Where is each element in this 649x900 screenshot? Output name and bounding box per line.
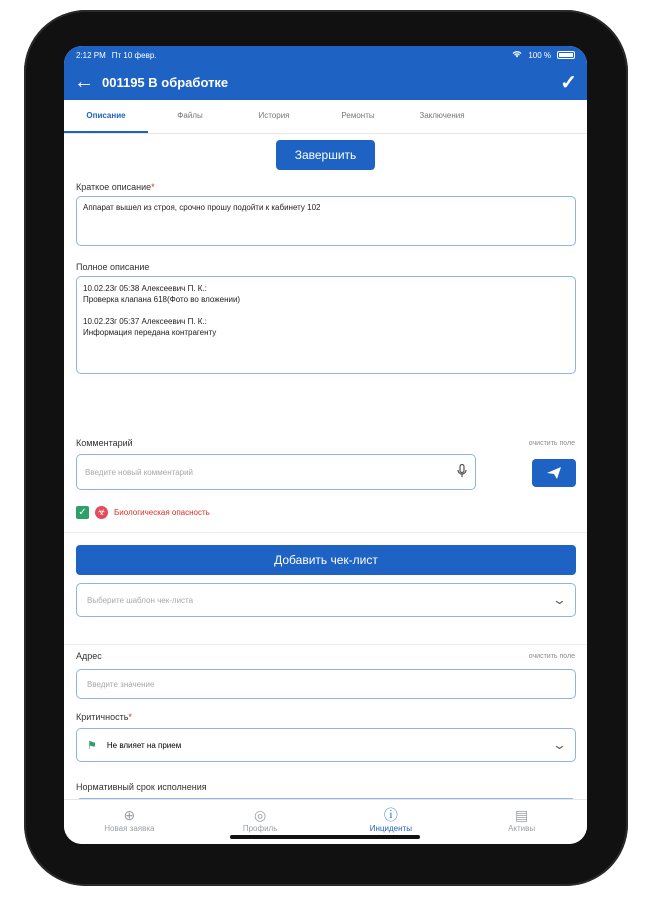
nav-label: Инциденты [369,824,412,833]
save-check-icon[interactable]: ✓ [560,71,577,94]
status-date: Пт 10 февр. [111,50,157,60]
criticality-label: Критичность* [76,712,132,722]
form-content [64,134,587,799]
required-mark: * [128,712,132,722]
address-clear-link[interactable]: очистить поле [528,653,575,660]
full-description-line: 10.02.23г 05:38 Алексеевич П. К.: [83,284,207,293]
tab-bar [64,100,587,134]
criticality-select[interactable] [76,728,576,762]
comment-label: Комментарий [76,438,133,448]
full-description-line: Информация передана контрагенту [83,328,217,337]
divider [64,532,587,533]
status-bar [64,46,587,64]
short-description-field[interactable]: Аппарат вышел из строя, срочно прошу подойти к кабинету 102 [76,196,576,246]
battery-percent: 100 % [528,50,551,60]
chevron-down-icon: ⌄ [551,592,568,607]
battery-icon [557,51,575,59]
full-description-label: Полное описание [76,262,150,272]
nav-assets[interactable] [456,800,587,844]
alert-icon: ⓘ [383,807,398,823]
full-description-line: Проверка клапана 618(Фото во вложении) [83,295,241,304]
nav-label: Профиль [242,824,278,833]
checklist-template-placeholder: Выберите шаблон чек-листа [87,595,194,605]
address-placeholder: Введите значение [87,679,155,689]
microphone-icon[interactable] [457,464,467,481]
tab-repairs[interactable]: Ремонты [341,111,375,120]
app-bar [64,64,587,100]
biohazard-row [76,506,210,519]
back-arrow-icon[interactable]: ← [74,70,94,93]
full-description-field[interactable] [76,276,576,374]
biohazard-icon: ☣ [95,506,108,519]
tab-files[interactable]: Файлы [177,111,203,120]
nav-label: Новая заявка [104,824,155,833]
status-time: 2:12 PM [76,50,106,60]
nav-new-request[interactable] [64,800,195,844]
assets-icon: ▤ [515,807,529,823]
profile-icon: ◎ [254,807,267,823]
plus-circle-icon: ⊕ [123,807,136,823]
tab-history[interactable]: История [258,111,290,120]
checklist-template-select[interactable] [76,583,576,617]
tab-description[interactable]: Описание [64,100,148,133]
full-description-line: 10.02.23г 05:37 Алексеевич П. К.: [83,317,207,326]
short-description-label: Краткое описание* [76,182,155,192]
required-mark: * [151,182,155,192]
tab-conclusions[interactable]: Заключения [419,111,465,120]
wifi-icon [512,50,522,60]
send-icon [546,466,562,480]
app-screen [64,46,587,844]
divider [64,644,587,645]
biohazard-label: Биологическая опасность [114,508,210,517]
chevron-down-icon: ⌄ [551,737,568,752]
send-comment-button[interactable] [532,459,576,487]
flag-icon: ⚑ [87,739,97,752]
add-checklist-button[interactable]: Добавить чек-лист [76,545,576,575]
full-description-line [83,305,569,316]
criticality-value: Не влияет на прием [106,740,182,750]
address-label: Адрес [76,651,102,661]
page-title: 001195 В обработке [102,74,229,90]
nav-label: Активы [508,824,536,833]
comment-input[interactable] [76,454,476,490]
address-input[interactable] [76,669,576,699]
home-indicator [230,835,420,839]
deadline-label: Нормативный срок исполнения [76,782,207,792]
comment-clear-link[interactable]: очистить поле [528,440,575,447]
biohazard-checkbox[interactable]: ✓ [76,506,89,519]
comment-placeholder: Введите новый комментарий [85,467,194,477]
finish-button[interactable]: Завершить [276,140,375,170]
